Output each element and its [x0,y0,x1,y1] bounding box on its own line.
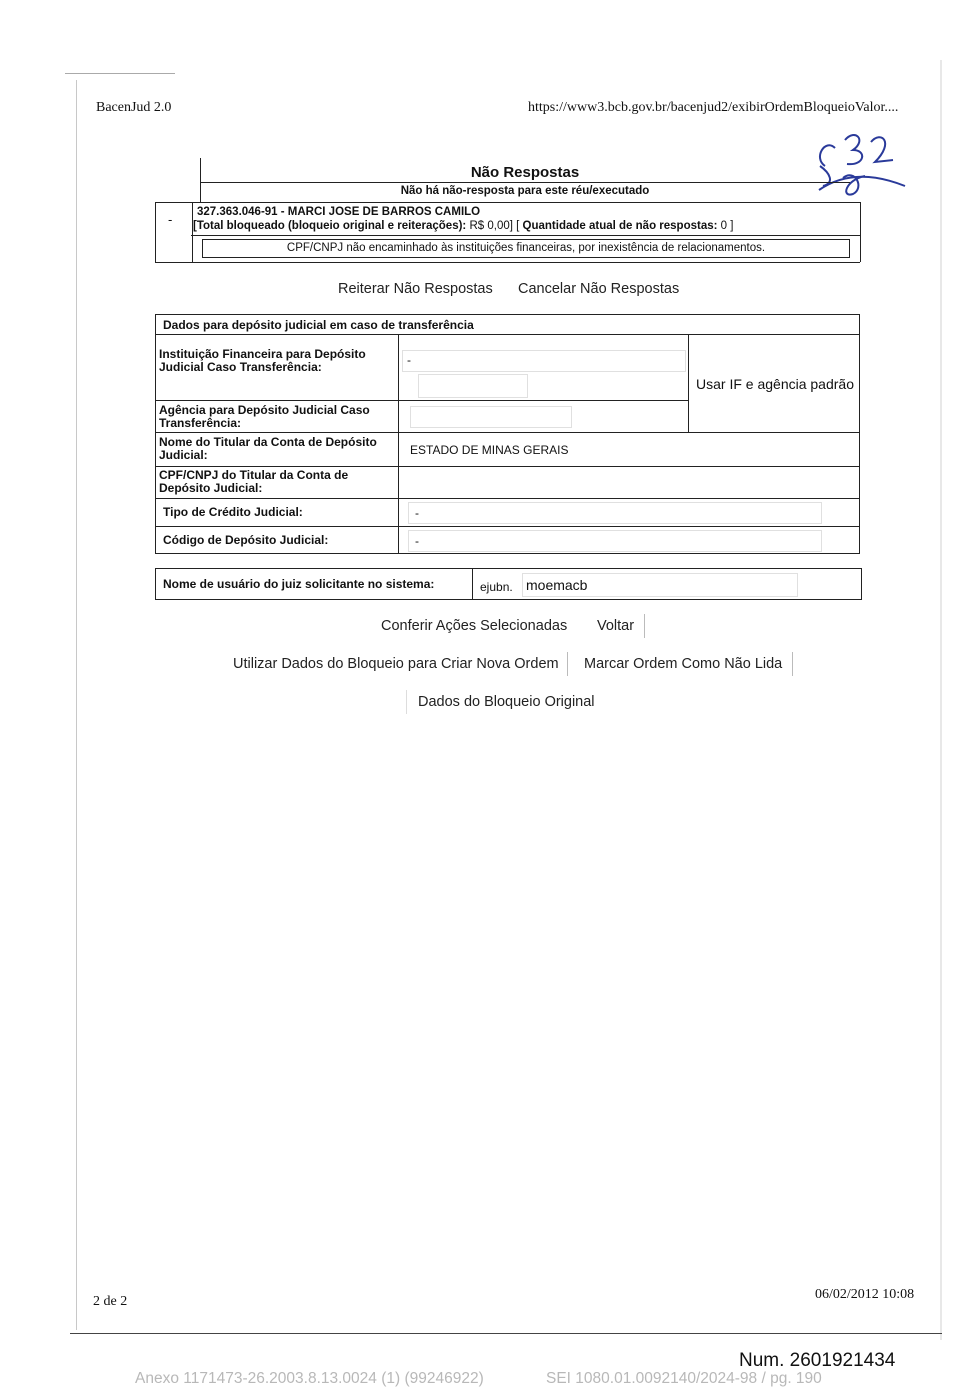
instituicao-financeira-select[interactable]: - [402,350,686,372]
page-count: 2 de 2 [93,1294,128,1309]
print-header-url: https://www3.bcb.gov.br/bacenjud2/exibirOrdemBloqueioValor.... [528,100,899,115]
titular-cpf-label: CPF/CNPJ do Titular da Conta de Depósito Judicial: [159,468,349,495]
nao-respostas-title: Não Respostas [470,164,580,181]
tipo-credito-label: Tipo de Crédito Judicial: [163,505,303,519]
scan-edge-bottom [70,1333,942,1334]
scan-edge-right [940,60,942,1340]
juiz-prefix: ejubn. [480,580,513,594]
juiz-username-input[interactable]: moemacb [522,573,798,597]
sei-reference: SEI 1080.01.0092140/2024-98 / pg. 190 [546,1370,822,1387]
voltar-button[interactable]: Voltar [597,614,645,638]
cancelar-nao-respostas-button[interactable]: Cancelar Não Respostas [518,281,680,297]
instituicao-financeira-input[interactable] [418,374,528,398]
anexo-reference: Anexo 1171473-26.2003.8.13.0024 (1) (99246922) [135,1370,484,1387]
utilizar-dados-button[interactable]: Utilizar Dados do Bloqueio para Criar Nova Ordem [233,652,568,676]
nao-resposta-message: CPF/CNPJ não encaminhado às instituições financeiras, por inexistência de relacionamentos. [202,239,850,258]
dados-bloqueio-original-button[interactable]: Dados do Bloqueio Original [406,690,595,714]
document-number: Num. 2601921434 [739,1350,896,1371]
scan-edge-left [76,80,77,1330]
tipo-credito-select[interactable]: - [408,502,822,524]
conferir-acoes-button[interactable]: Conferir Ações Selecionadas [381,618,568,634]
reu-identificacao: 327.363.046-91 - MARCI JOSE DE BARROS CAMILO [197,206,481,218]
reiterar-nao-respostas-button[interactable]: Reiterar Não Respostas [338,281,493,297]
agencia-label: Agência para Depósito Judicial Caso Transferência: [159,403,370,430]
total-bloqueado: [Total bloqueado (bloqueio original e reiterações): R$ 0,00] [ Quantidade atual de não respostas: 0 ] [193,220,734,232]
agencia-input[interactable] [410,406,572,428]
expand-toggle[interactable]: - [168,212,173,227]
nao-respostas-subtitle: Não há não-resposta para este réu/executado [400,185,650,197]
print-datetime: 06/02/2012 10:08 [815,1287,915,1302]
print-header-title: BacenJud 2.0 [96,100,172,115]
usar-if-padrao-button[interactable]: Usar IF e agência padrão [696,376,854,392]
marcar-nao-lida-button[interactable]: Marcar Ordem Como Não Lida [584,652,793,676]
deposito-title: Dados para depósito judicial em caso de transferência [163,318,474,332]
codigo-deposito-input[interactable]: - [408,530,822,552]
juiz-solicitante-label: Nome de usuário do juiz solicitante no sistema: [163,577,435,591]
scan-edge-top [65,73,175,74]
titular-nome-value: ESTADO DE MINAS GERAIS [410,443,569,457]
titular-nome-label: Nome do Titular da Conta de Depósito Judicial: [159,435,377,462]
codigo-deposito-label: Código de Depósito Judicial: [163,533,329,547]
instituicao-financeira-label: Instituição Financeira para Depósito Judicial Caso Transferência: [159,347,366,374]
